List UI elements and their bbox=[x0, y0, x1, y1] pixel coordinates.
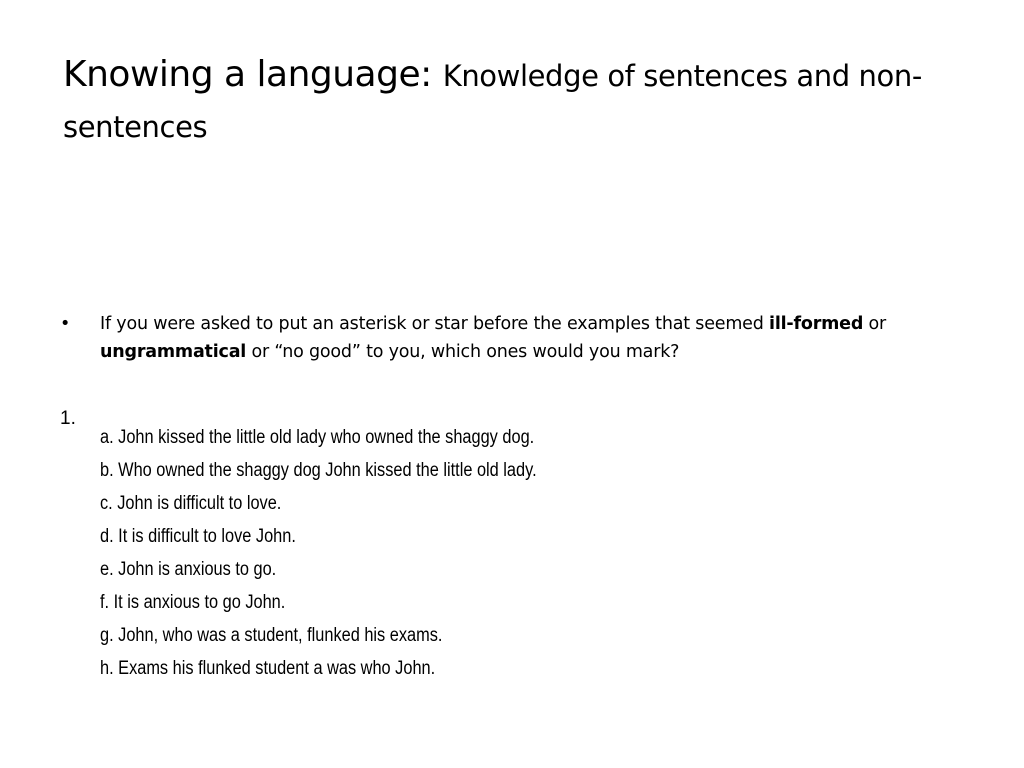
bullet-bold-ill-formed: ill-formed bbox=[769, 314, 864, 334]
bullet-text-part-3: or “no good” to you, which ones would you mark? bbox=[246, 342, 680, 362]
bullet-point bbox=[60, 310, 960, 366]
title-subtitle: Knowledge of sentences and non-sentences bbox=[63, 59, 922, 144]
bullet-bold-ungrammatical: ungrammatical bbox=[100, 342, 247, 362]
example-item-g: g. John, who was a student, flunked his exams. bbox=[100, 625, 443, 646]
example-number: 1. bbox=[60, 408, 76, 429]
example-item-c: c. John is difficult to love. bbox=[100, 493, 282, 514]
example-item-e: e. John is anxious to go. bbox=[100, 559, 277, 580]
example-item-h: h. Exams his flunked student a was who John. bbox=[100, 658, 436, 679]
example-list bbox=[60, 402, 760, 704]
slide-title bbox=[63, 50, 963, 152]
example-item-a: a. John kissed the little old lady who owned the shaggy dog. bbox=[100, 427, 535, 448]
title-main: Knowing a language: bbox=[63, 54, 443, 95]
example-item-b: b. Who owned the shaggy dog John kissed the little old lady. bbox=[100, 460, 537, 481]
example-items bbox=[100, 421, 760, 685]
bullet-text-part-1: If you were asked to put an asterisk or star before the examples that seemed bbox=[100, 314, 770, 334]
bullet-icon: • bbox=[60, 314, 71, 334]
bullet-text-part-2: or bbox=[863, 314, 887, 334]
bullet-text bbox=[100, 310, 960, 366]
example-item-d: d. It is difficult to love John. bbox=[100, 526, 296, 547]
example-item-f: f. It is anxious to go John. bbox=[100, 592, 286, 613]
